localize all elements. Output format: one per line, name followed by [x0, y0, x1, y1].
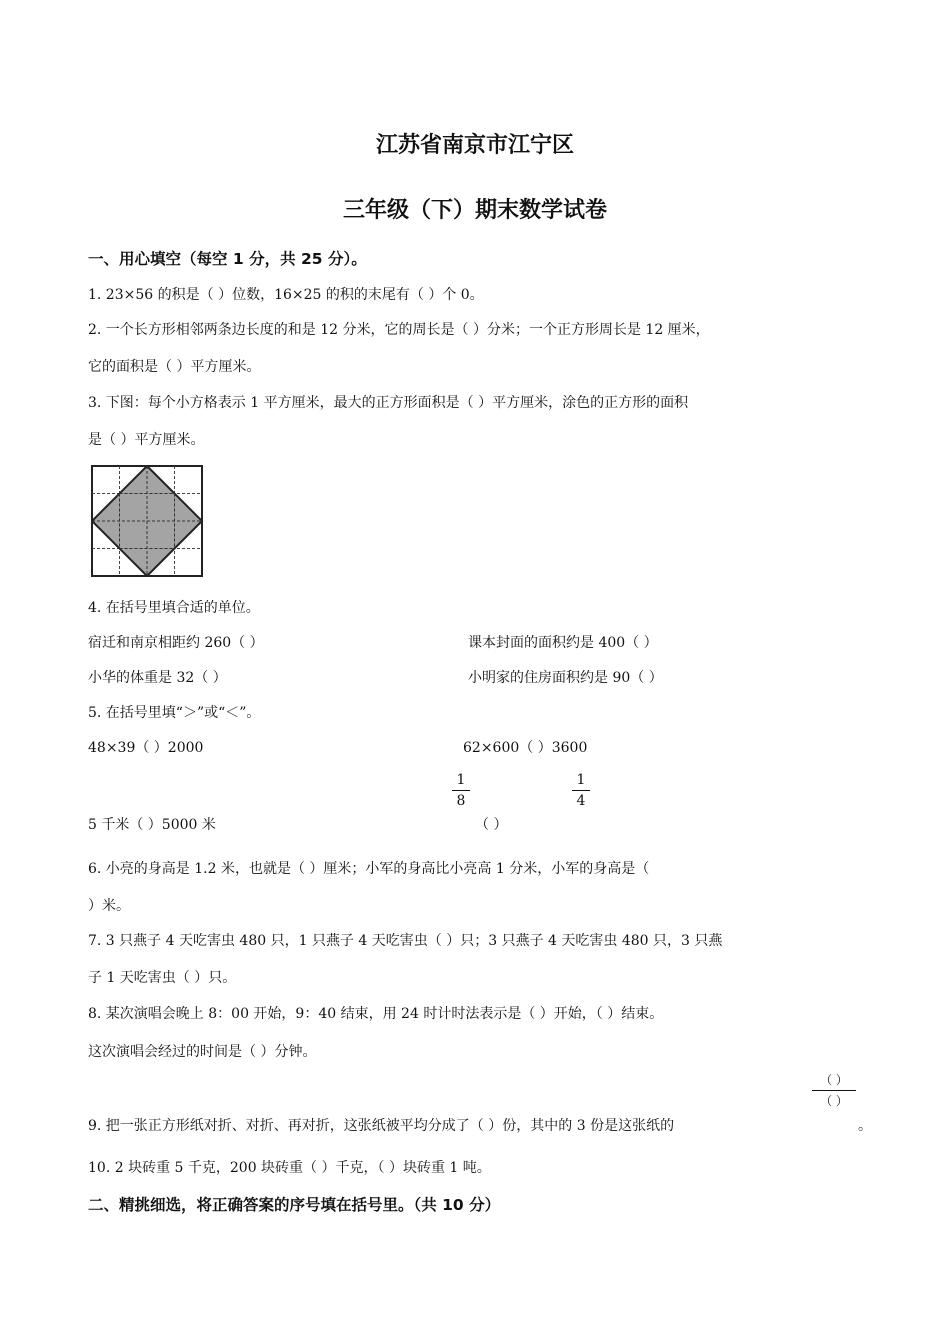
q5-b: 62×600（ ）3600	[463, 740, 588, 756]
q5-fraction-paren: （ ）	[475, 817, 508, 833]
q4-intro: 4. 在括号里填合适的单位。	[88, 600, 260, 616]
q8-text-line1: 8. 某次演唱会晚上 8：00 开始，9：40 结束，用 24 时计时法表示是（ ）开始，（ ）结束。	[88, 1006, 664, 1022]
fraction-numerator: 1	[456, 772, 466, 788]
q2-text-line1: 2. 一个长方形相邻两条边长度的和是 12 分米，它的周长是（ ）分米；一个正方形周长是 12 厘米，	[88, 322, 710, 338]
fraction-denominator: （ ）	[820, 1094, 848, 1108]
section1-heading: 一、用心填空（每空 1 分，共 25 分）。	[88, 250, 367, 268]
q4-right2: 小明家的住房面积约是 90（ ）	[468, 670, 663, 686]
q3-grid-figure	[91, 465, 203, 577]
q5-fraction-one-eighth	[452, 772, 470, 809]
doc-title-region: 江苏省南京市江宁区	[375, 133, 574, 158]
q5-c: 5 千米（ ）5000 米	[88, 817, 216, 833]
q2-text-line2: 它的面积是（ ）平方厘米。	[88, 359, 261, 375]
section2-heading: 二、精挑细选，将正确答案的序号填在括号里。（共 10 分）	[88, 1196, 501, 1214]
q5-fraction-one-quarter	[572, 772, 590, 809]
q4-right1: 课本封面的面积约是 400（ ）	[468, 635, 658, 651]
fraction-numerator: 1	[576, 772, 586, 788]
q3-text-line1: 3. 下图：每个小方格表示 1 平方厘米，最大的正方形面积是（ ）平方厘米，涂色的正方形的面积	[88, 395, 689, 411]
q4-left1: 宿迁和南京相距约 260（ ）	[88, 635, 264, 651]
q6-text-line2: ）米。	[88, 898, 130, 914]
doc-title-exam: 三年级（下）期末数学试卷	[342, 198, 607, 223]
q8-text-line2: 这次演唱会经过的时间是（ ）分钟。	[88, 1044, 317, 1060]
q9-end: 。	[858, 1118, 872, 1134]
fraction-denominator: 4	[576, 793, 586, 809]
q10-text: 10. 2 块砖重 5 千克，200 块砖重（ ）千克，（ ）块砖重 1 吨。	[88, 1160, 491, 1176]
fraction-numerator: （ ）	[820, 1073, 848, 1087]
q9-text: 9. 把一张正方形纸对折、对折、再对折，这张纸被平均分成了（ ）份，其中的 3 份是这张纸的	[88, 1118, 675, 1134]
fraction-denominator: 8	[456, 793, 466, 809]
q1-text: 1. 23×56 的积是（ ）位数，16×25 的积的末尾有（ ）个 0。	[88, 287, 484, 303]
q7-text-line2: 子 1 天吃害虫（ ）只。	[88, 970, 237, 986]
q3-text-line2: 是（ ）平方厘米。	[88, 432, 205, 448]
q7-text-line1: 7. 3 只燕子 4 天吃害虫 480 只，1 只燕子 4 天吃害虫（ ）只；3 只燕子 4 天吃害虫 480 只，3 只燕	[88, 933, 723, 949]
q9-fraction-blank	[812, 1072, 856, 1109]
q4-left2: 小华的体重是 32（ ）	[88, 670, 227, 686]
q6-text-line1: 6. 小亮的身高是 1.2 米，也就是（ ）厘米；小军的身高比小亮高 1 分米，小军的身高是（	[88, 861, 650, 877]
q5-a: 48×39（ ）2000	[88, 740, 204, 756]
q5-intro: 5. 在括号里填“＞”或“＜”。	[88, 705, 261, 721]
